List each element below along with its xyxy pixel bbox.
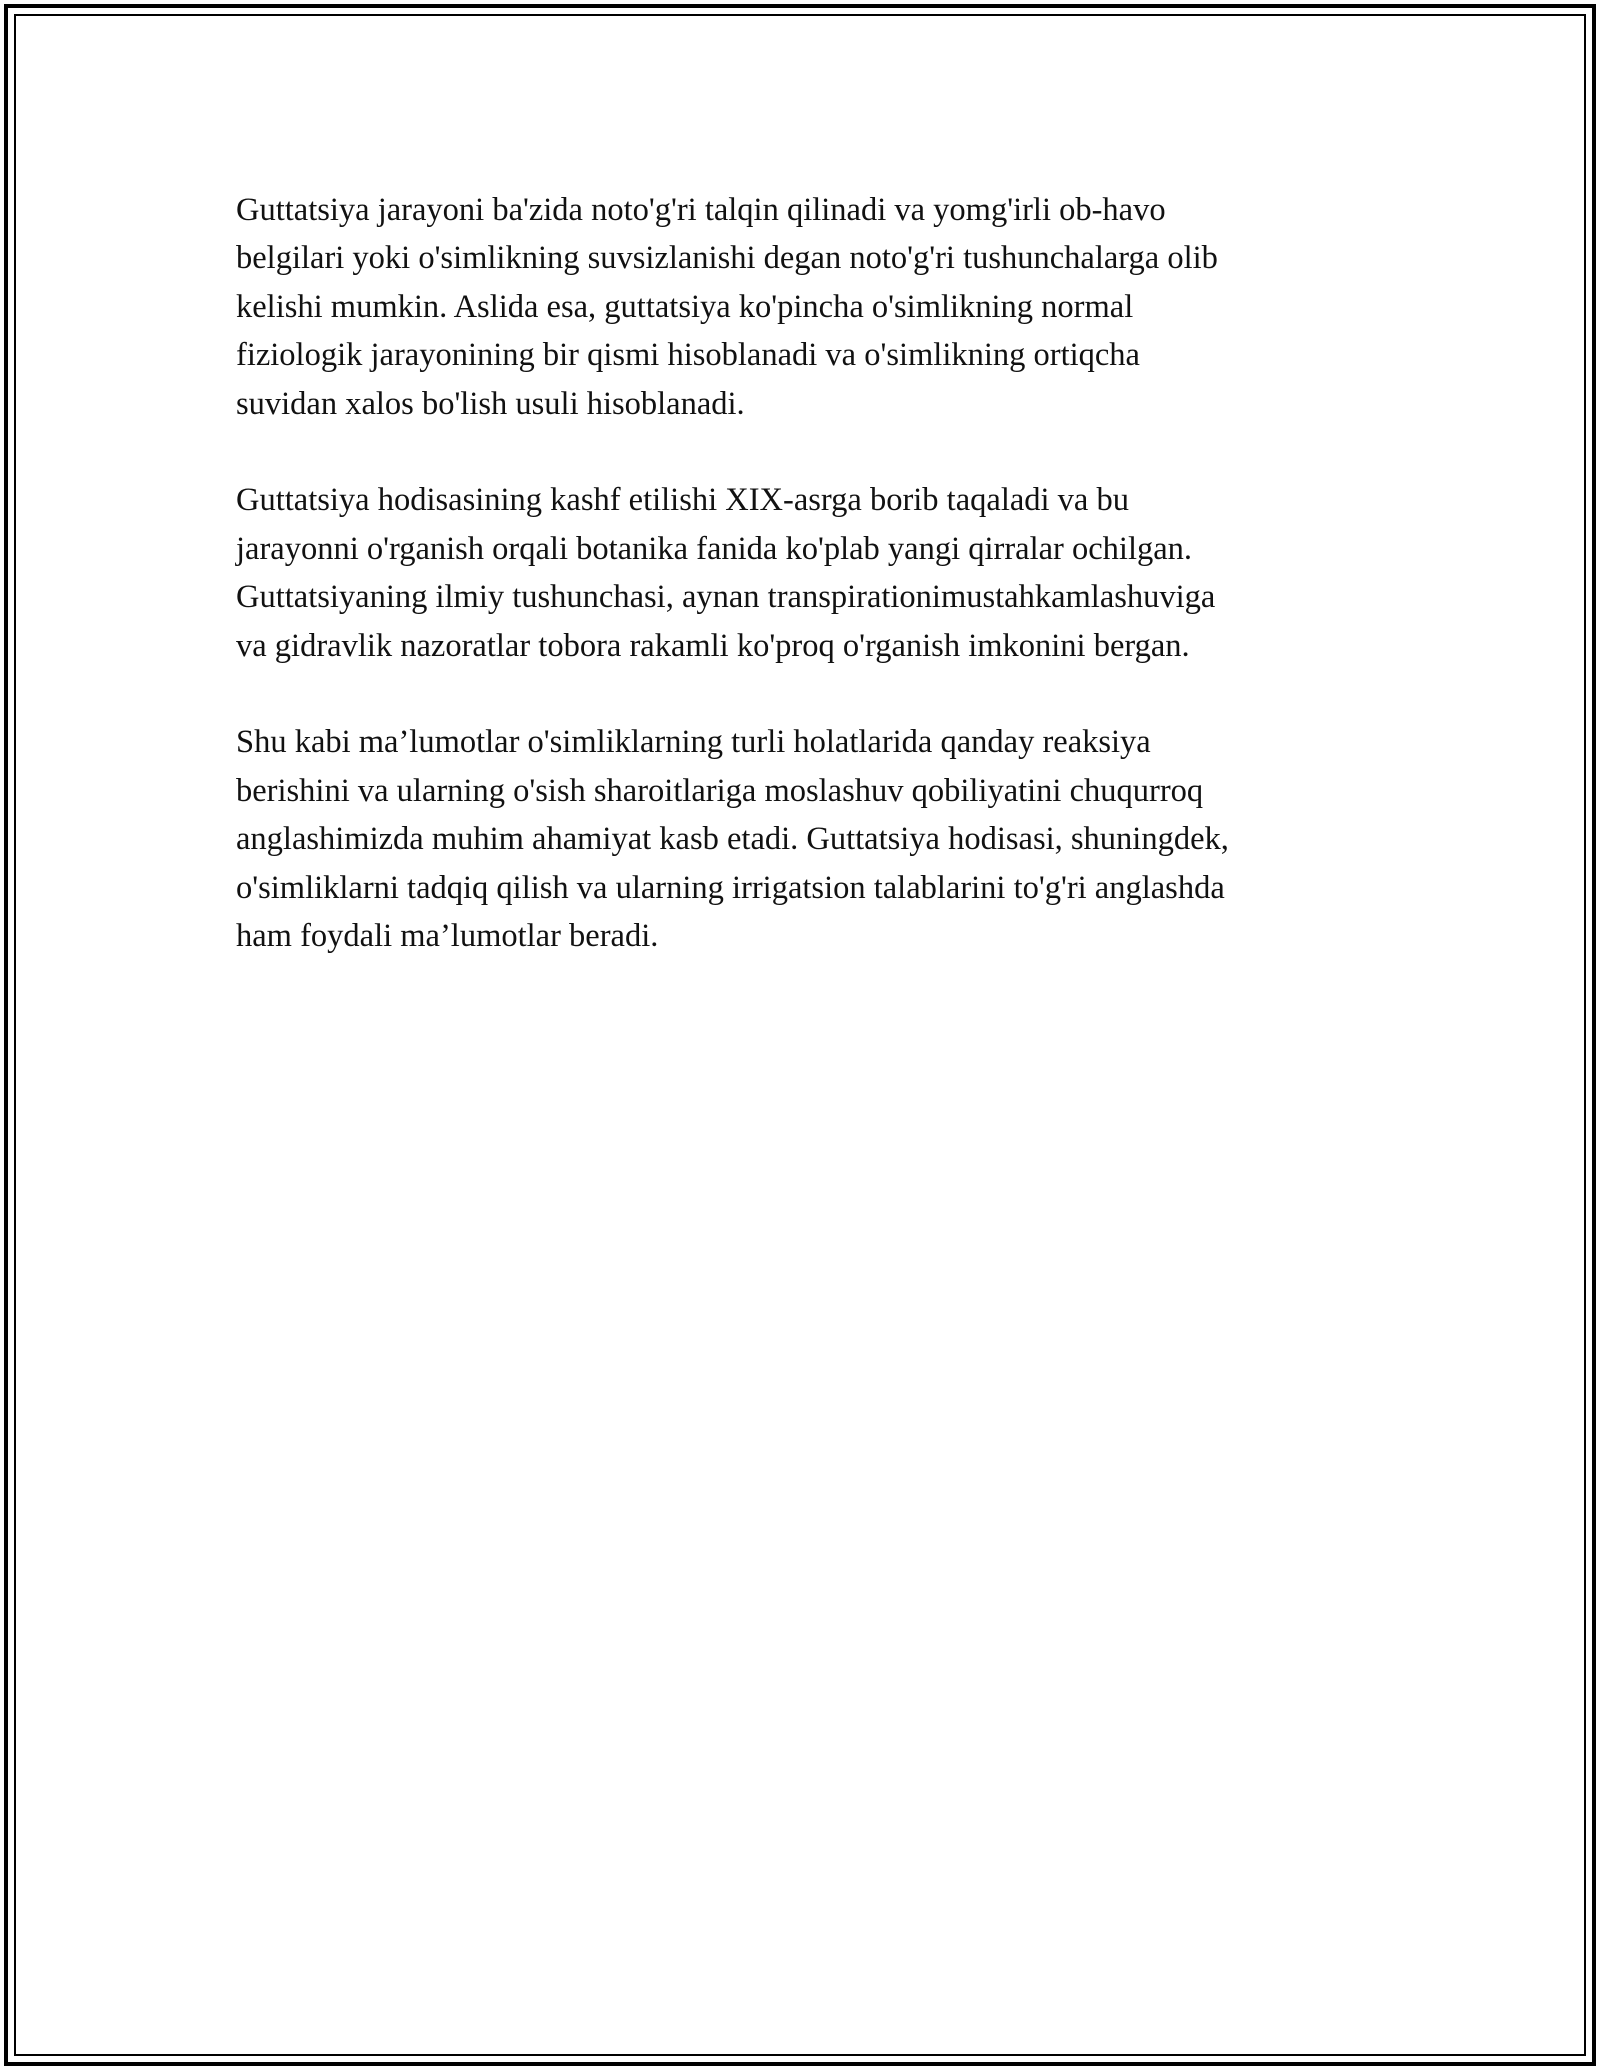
document-body <box>236 186 1366 1009</box>
paragraph-1: Guttatsiya jarayoni ba'zida noto'g'ri talqin qilinadi va yomg'irli ob-havo belgilari yoki o'simlikning suvsizlanishi degan noto'g'ri tushunchalarga olib kelishi mumkin. Aslida esa, guttatsiya ko'pincha o'simlikning normal fiziologik jarayonining bir qismi hisoblanadi va o'simlikning ortiqcha suvidan xalos bo'lish usuli hisoblanadi. <box>236 192 1218 422</box>
paragraph-2: Guttatsiya hodisasining kashf etilishi XIX-asrga borib taqaladi va bu jarayonni o'rganish orqali botanika fanida ko'plab yangi qirralar ochilgan. Guttatsiyaning ilmiy tushunchasi, aynan transpirationimustahkamlashuviga va gidravlik nazoratlar tobora rakamli ko'proq o'rganish imkonini bergan. <box>236 482 1216 664</box>
paragraph-3: Shu kabi ma’lumotlar o'simliklarning turli holatlarida qanday reaksiya berishini va ularning o'sish sharoitlariga moslashuv qobiliyatini chuqurroq anglashimizda muhim ahamiyat kasb etadi. Guttatsiya hodisasi, shuningdek, o'simliklarni tadqiq qilish va ularning irrigatsion talablarini to'g'ri anglashda ham foydali ma’lumotlar beradi. <box>236 724 1229 955</box>
